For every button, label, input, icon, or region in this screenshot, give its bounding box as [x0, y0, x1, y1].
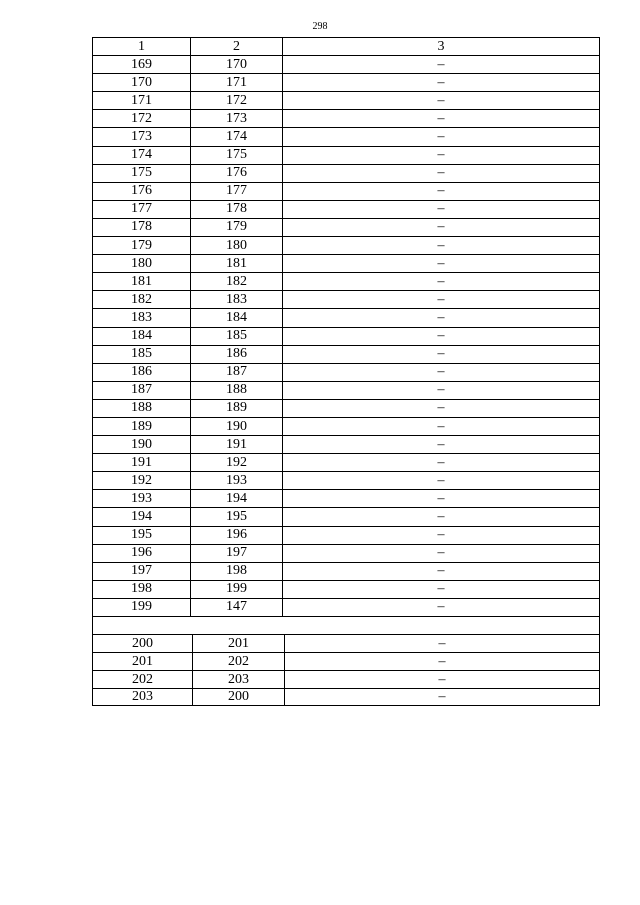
table-cell: – — [282, 435, 600, 453]
table-cell: – — [282, 91, 600, 109]
table-cell: 190 — [92, 435, 190, 453]
table-cell: – — [282, 345, 600, 363]
table-row — [92, 507, 600, 525]
table-cell: 174 — [190, 127, 282, 145]
table-cell: – — [284, 652, 600, 670]
table-row — [92, 381, 600, 399]
table-cell: – — [282, 146, 600, 164]
table-cell: 200 — [92, 634, 192, 652]
table-row — [92, 652, 600, 670]
table-row — [92, 526, 600, 544]
table-cell: 186 — [190, 345, 282, 363]
table-cell: 194 — [190, 489, 282, 507]
table-cell: – — [282, 55, 600, 73]
table-cell: 174 — [92, 146, 190, 164]
table-cell: 200 — [192, 688, 284, 706]
table-cell: 179 — [92, 236, 190, 254]
table-cell: – — [282, 453, 600, 471]
table-cell: – — [282, 399, 600, 417]
table-row — [92, 218, 600, 236]
table-row — [92, 182, 600, 200]
table-cell: 177 — [190, 182, 282, 200]
table-cell: 190 — [190, 417, 282, 435]
table-cell: 187 — [92, 381, 190, 399]
table-cell: 185 — [190, 327, 282, 345]
table-row — [92, 435, 600, 453]
table-cell: 196 — [190, 526, 282, 544]
table-cell: – — [282, 507, 600, 525]
table-cell: 173 — [92, 127, 190, 145]
table-row — [92, 598, 600, 616]
table-cell: 182 — [190, 272, 282, 290]
table-row — [92, 164, 600, 182]
table-cell: 188 — [190, 381, 282, 399]
column-header: 1 — [92, 37, 190, 55]
table-cell: 192 — [92, 471, 190, 489]
table-cell: – — [282, 526, 600, 544]
table-body-part1 — [92, 55, 600, 616]
table-row — [92, 471, 600, 489]
table-cell: 201 — [92, 652, 192, 670]
table-cell: 180 — [92, 254, 190, 272]
table-cell: 183 — [92, 308, 190, 326]
table-cell: 147 — [190, 598, 282, 616]
table-row — [92, 688, 600, 706]
table-cell: 169 — [92, 55, 190, 73]
table-row — [92, 55, 600, 73]
table-row — [92, 544, 600, 562]
table-cell: – — [282, 417, 600, 435]
table-cell: 197 — [190, 544, 282, 562]
table-row — [92, 417, 600, 435]
table-cell: 170 — [92, 73, 190, 91]
table-cell: 196 — [92, 544, 190, 562]
table-cell: – — [282, 109, 600, 127]
table-cell: 182 — [92, 290, 190, 308]
table-cell: – — [284, 634, 600, 652]
table-cell: 181 — [190, 254, 282, 272]
table-cell: 180 — [190, 236, 282, 254]
table-cell: 202 — [192, 652, 284, 670]
table-cell: – — [282, 127, 600, 145]
table-cell: 176 — [190, 164, 282, 182]
table-row — [92, 345, 600, 363]
table-cell: 194 — [92, 507, 190, 525]
table-cell: – — [284, 670, 600, 688]
table-cell: 178 — [190, 200, 282, 218]
table-cell: – — [282, 327, 600, 345]
table-cell: 191 — [190, 435, 282, 453]
table-cell: 202 — [92, 670, 192, 688]
table-row — [92, 200, 600, 218]
table-cell: 184 — [190, 308, 282, 326]
table-cell: 186 — [92, 363, 190, 381]
table-cell: – — [282, 544, 600, 562]
table-cell: 189 — [92, 417, 190, 435]
table-row — [92, 363, 600, 381]
table-cell: 178 — [92, 218, 190, 236]
table-cell: – — [282, 363, 600, 381]
table-row — [92, 91, 600, 109]
table-row — [92, 236, 600, 254]
table-cell: 191 — [92, 453, 190, 471]
table-cell: – — [282, 580, 600, 598]
table-cell: 171 — [92, 91, 190, 109]
page-number: 298 — [312, 21, 328, 32]
table-separator-row — [92, 616, 600, 634]
table-row — [92, 290, 600, 308]
table-cell: – — [282, 164, 600, 182]
table-cell: – — [282, 381, 600, 399]
table-cell: – — [282, 73, 600, 91]
table-cell: 185 — [92, 345, 190, 363]
table-cell: 176 — [92, 182, 190, 200]
table-cell: 195 — [190, 507, 282, 525]
table-cell: – — [284, 688, 600, 706]
table-cell: 188 — [92, 399, 190, 417]
table-cell: – — [282, 562, 600, 580]
table-cell: – — [282, 254, 600, 272]
table-cell: 171 — [190, 73, 282, 91]
table-cell: 175 — [190, 146, 282, 164]
table-cell: 203 — [192, 670, 284, 688]
table-row — [92, 580, 600, 598]
table-cell: 172 — [92, 109, 190, 127]
table-cell: – — [282, 308, 600, 326]
table-row — [92, 562, 600, 580]
table-cell: 170 — [190, 55, 282, 73]
table-cell: – — [282, 218, 600, 236]
table-cell: – — [282, 489, 600, 507]
table-row — [92, 327, 600, 345]
table-cell: 187 — [190, 363, 282, 381]
column-header: 2 — [190, 37, 282, 55]
table-row — [92, 127, 600, 145]
table-cell: 181 — [92, 272, 190, 290]
table-row — [92, 489, 600, 507]
table-cell: 183 — [190, 290, 282, 308]
table-cell: 172 — [190, 91, 282, 109]
table-row — [92, 399, 600, 417]
table-row — [92, 109, 600, 127]
table-cell: 198 — [92, 580, 190, 598]
table-cell: 195 — [92, 526, 190, 544]
table-cell: 189 — [190, 399, 282, 417]
table-cell: 175 — [92, 164, 190, 182]
table-cell: – — [282, 272, 600, 290]
table-header-row — [92, 37, 600, 55]
table-row — [92, 670, 600, 688]
table-cell: 199 — [190, 580, 282, 598]
table-cell: 199 — [92, 598, 190, 616]
table-row — [92, 254, 600, 272]
table-row — [92, 146, 600, 164]
table-body-part2 — [92, 634, 600, 706]
table-row — [92, 453, 600, 471]
table-cell: 203 — [92, 688, 192, 706]
table-row — [92, 272, 600, 290]
table-cell: 198 — [190, 562, 282, 580]
table-cell: 179 — [190, 218, 282, 236]
table-cell: 173 — [190, 109, 282, 127]
table-cell: – — [282, 236, 600, 254]
table-cell: – — [282, 471, 600, 489]
table-cell: 177 — [92, 200, 190, 218]
table-cell: 197 — [92, 562, 190, 580]
table-cell: – — [282, 200, 600, 218]
table-cell: – — [282, 598, 600, 616]
table-cell: 201 — [192, 634, 284, 652]
table-cell: 193 — [92, 489, 190, 507]
table-cell: 193 — [190, 471, 282, 489]
data-table — [92, 37, 600, 706]
table-cell: – — [282, 182, 600, 200]
table-row — [92, 73, 600, 91]
table-cell: 192 — [190, 453, 282, 471]
table-cell: 184 — [92, 327, 190, 345]
table-row — [92, 634, 600, 652]
column-header: 3 — [282, 37, 600, 55]
table-cell: – — [282, 290, 600, 308]
table-row — [92, 308, 600, 326]
